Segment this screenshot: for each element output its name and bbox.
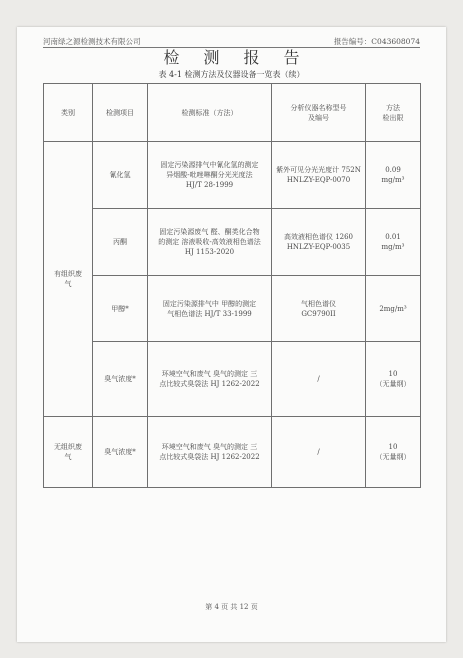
limit-cell: 10 （无量纲） [366, 342, 421, 417]
instrument-cell: 高效液相色谱仪 1260 HNLZY-EQP-0035 [272, 209, 366, 276]
col-item: 检测项目 [93, 84, 148, 142]
table-row [44, 342, 421, 417]
table-header-row [44, 84, 421, 142]
instrument-cell: / [272, 342, 366, 417]
instrument-cell: / [272, 417, 366, 488]
col-standard: 检测标准（方法） [148, 84, 272, 142]
table-row [44, 417, 421, 488]
standard-cell: 环境空气和废气 臭气的测定 三 点比较式臭袋法 HJ 1262-2022 [148, 342, 272, 417]
standard-cell: 固定污染源废气 醛、酮类化合物 的测定 溶液吸收-高效液相色谱法 HJ 1153-2020 [148, 209, 272, 276]
col-category: 类别 [44, 84, 93, 142]
instrument-cell: 紫外可见分光光度计 752N HNLZY-EQP-0070 [272, 142, 366, 209]
item-cell: 氰化氢 [93, 142, 148, 209]
methods-table [43, 83, 421, 488]
table-row [44, 142, 421, 209]
standard-cell: 固定污染源排气中氰化氢的测定 异烟酸-吡唑啉酮分光光度法 HJ/T 28-1999 [148, 142, 272, 209]
item-cell: 臭气浓度* [93, 342, 148, 417]
report-title: 检测报告 [163, 48, 324, 67]
item-cell: 丙酮 [93, 209, 148, 276]
col-instrument: 分析仪器名称型号 及编号 [272, 84, 366, 142]
page-number: 第 4 页 共 12 页 [205, 603, 258, 611]
item-cell: 臭气浓度* [93, 417, 148, 488]
report-page [17, 27, 446, 642]
limit-cell: 10 （无量纲） [366, 417, 421, 488]
table-row [44, 209, 421, 276]
company-name: 河南绿之源检测技术有限公司 [43, 37, 141, 46]
instrument-cell: 气相色谱仪 GC9790II [272, 276, 366, 342]
standard-cell: 固定污染源排气中 甲醇的测定 气相色谱法 HJ/T 33-1999 [148, 276, 272, 342]
limit-cell: 0.09 mg/m³ [366, 142, 421, 209]
category-cell-organized: 有组织废 气 [44, 142, 93, 417]
table-row [44, 276, 421, 342]
limit-cell: 0.01 mg/m³ [366, 209, 421, 276]
category-cell-unorganized: 无组织废 气 [44, 417, 93, 488]
table-caption: 表 4-1 检测方法及仪器设备一览表（续） [158, 70, 305, 79]
item-cell: 甲醇* [93, 276, 148, 342]
report-number: 报告编号：C043608074 [333, 37, 420, 46]
limit-cell: 2mg/m³ [366, 276, 421, 342]
col-limit: 方法 检出限 [366, 84, 421, 142]
standard-cell: 环境空气和废气 臭气的测定 三 点比较式臭袋法 HJ 1262-2022 [148, 417, 272, 488]
